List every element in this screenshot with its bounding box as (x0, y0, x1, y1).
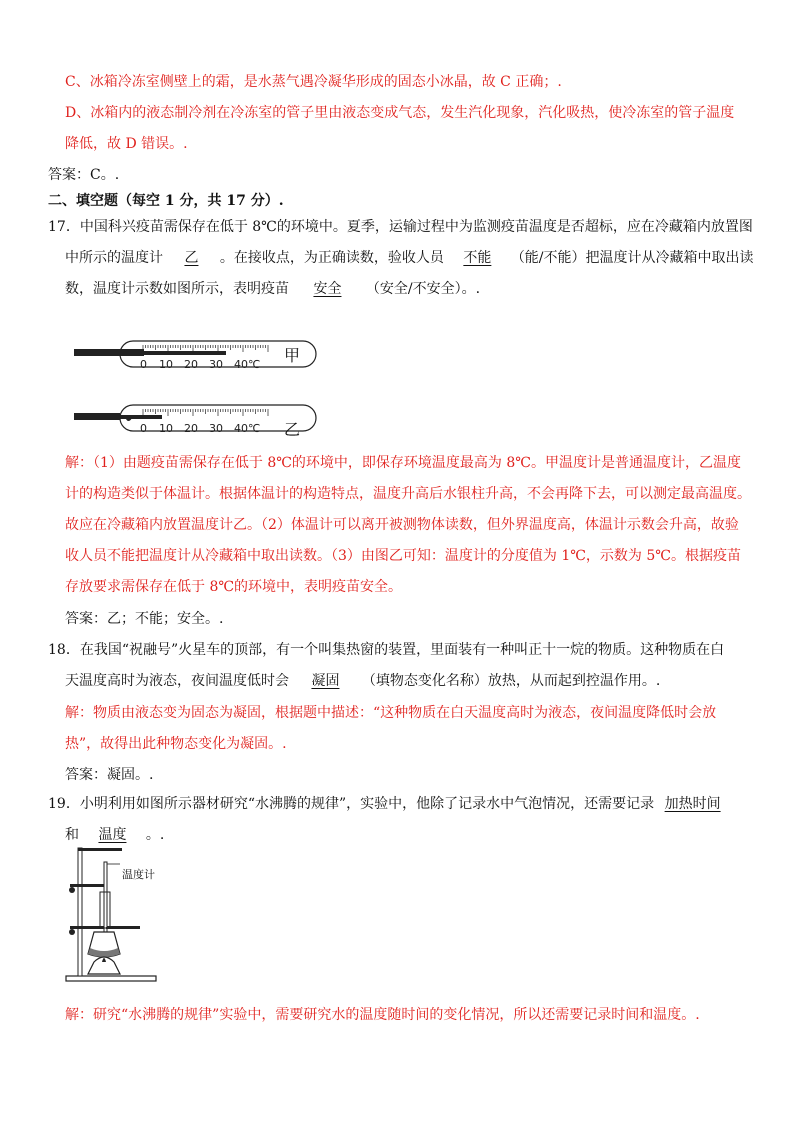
q19-blank-1: 加热时间 (664, 796, 721, 812)
apparatus-thermometer-label: 温度计 (122, 868, 155, 881)
thermometer-b-figure (70, 400, 320, 444)
prev-solution-d-1: D、冰箱内的液态制冷剂在冷冻室的管子里由液态变成气态，发生汽化现象，汽化吸热，使冷冻室的管子温度 (65, 105, 735, 121)
q19-text: 和 (65, 827, 79, 843)
prev-solution-d-2: 降低，故 D 错误。. (65, 136, 188, 152)
tick-label: 30 (209, 358, 223, 371)
thermometer-b-label: 乙 (284, 420, 301, 439)
q19-text: 。. (145, 827, 165, 843)
section-heading: 二、填空题（每空 1 分，共 17 分）. (48, 193, 284, 209)
q17-line-2 (65, 248, 754, 268)
q18-text: （填物态变化名称）放热，从而起到控温作用。. (361, 673, 661, 689)
thermometer-a-bulb (74, 349, 144, 356)
q18-blank-1: 凝固 (311, 673, 340, 689)
q17-line-1: 17．中国科兴疫苗需保存在低于 8℃的环境中。夏季，运输过程中为监测疫苗温度是否超标，应在冷藏箱内放置图 (48, 219, 753, 235)
q17-solution-5: 存放要求需保存在低于 8℃的环境中，表明疫苗安全。 (65, 579, 403, 595)
boiling-apparatus-figure (64, 844, 174, 984)
tick-label: 30 (209, 422, 223, 435)
q17-answer: 答案：乙；不能；安全。. (65, 611, 224, 627)
tick-label: 10 (159, 422, 173, 435)
q18-line-1: 18．在我国“祝融号”火星车的顶部，有一个叫集热窗的装置，里面装有一种叫正十一烷的物质。这种物质在白 (48, 642, 725, 658)
thermometer-a-label: 甲 (284, 346, 301, 365)
tick-label: 0 (140, 422, 147, 435)
q19-line-1 (48, 794, 727, 814)
thermometer-a-column (144, 351, 226, 355)
q17-solution-3: 故应在冷藏箱内放置温度计乙。（2）体温计可以离开被测物体读数，但外界温度高，体温计示数会升高，故验 (65, 517, 739, 533)
q18-solution-2: 热”，故得出此种物态变化为凝固。. (65, 736, 287, 752)
q17-blank-1: 乙 (184, 250, 199, 266)
thermometer-a-figure (70, 336, 320, 380)
q19-text: 19．小明利用如图所示器材研究“水沸腾的规律”，实验中，他除了记录水中气泡情况，还需要记录 (48, 796, 655, 812)
thermometer-rod (104, 862, 107, 932)
tick-label: 20 (184, 422, 198, 435)
thermometer-b-column (120, 415, 162, 419)
q17-solution-4: 收人员不能把温度计从冷藏箱中取出读数。（3）由图乙可知：温度计的分度值为 1℃，示数为 5℃。根据疫苗 (65, 548, 741, 564)
q17-solution-1: 解：（1）由题疫苗需保存在低于 8℃的环境中，即保存环境温度最高为 8℃。甲温度计是普通温度计，乙温度 (65, 455, 741, 471)
stand-top-arm (78, 848, 122, 851)
q17-text: 。在接收点，为正确读数，验收人员 (219, 250, 444, 266)
q19-line-2 (65, 825, 164, 845)
q17-blank-2: 不能 (463, 250, 492, 266)
q18-solution-1: 解：物质由液态变为固态为凝固，根据题中描述：“这种物质在白天温度高时为液态，夜间温度降低时会放 (65, 705, 717, 721)
q17-text: （安全/不安全）。. (365, 281, 481, 297)
tick-label: 10 (159, 358, 173, 371)
tick-label: 20 (184, 358, 198, 371)
tick-label: 40℃ (234, 422, 261, 435)
stand-rod (78, 848, 82, 976)
clamp-screw (69, 929, 75, 935)
q19-solution-1: 解：研究“水沸腾的规律”实验中，需要研究水的温度随时间的变化情况，所以还需要记录时间和温度。. (65, 1007, 700, 1023)
stand-clamp-arm (70, 884, 106, 887)
stand-base (66, 976, 156, 981)
q18-answer: 答案：凝固。. (65, 767, 154, 783)
q17-line-3 (65, 279, 480, 299)
tick-label: 0 (140, 358, 147, 371)
q17-blank-3: 安全 (313, 281, 342, 297)
q18-line-2 (65, 671, 660, 691)
q18-text: 天温度高时为液态，夜间温度低时会 (65, 673, 289, 689)
q17-text: 中所示的温度计 (65, 250, 163, 266)
clamp-screw (69, 887, 75, 893)
prev-solution-c: C、冰箱冷冻室侧壁上的霜，是水蒸气遇冷凝华形成的固态小冰晶，故 C 正确；. (65, 74, 562, 90)
q17-text: （能/不能）把温度计从冷藏箱中取出读 (510, 250, 754, 266)
thermometer-b-bulb (74, 413, 120, 420)
q17-solution-2: 计的构造类似于体温计。根据体温计的构造特点，温度升高后水银柱升高，不会再降下去，可以测定最高温度。 (65, 486, 751, 502)
q17-text: 数，温度计示数如图所示，表明疫苗 (65, 281, 289, 297)
q19-blank-2: 温度 (98, 827, 127, 843)
prev-answer: 答案：C。. (48, 167, 120, 183)
tick-label: 40℃ (234, 358, 261, 371)
